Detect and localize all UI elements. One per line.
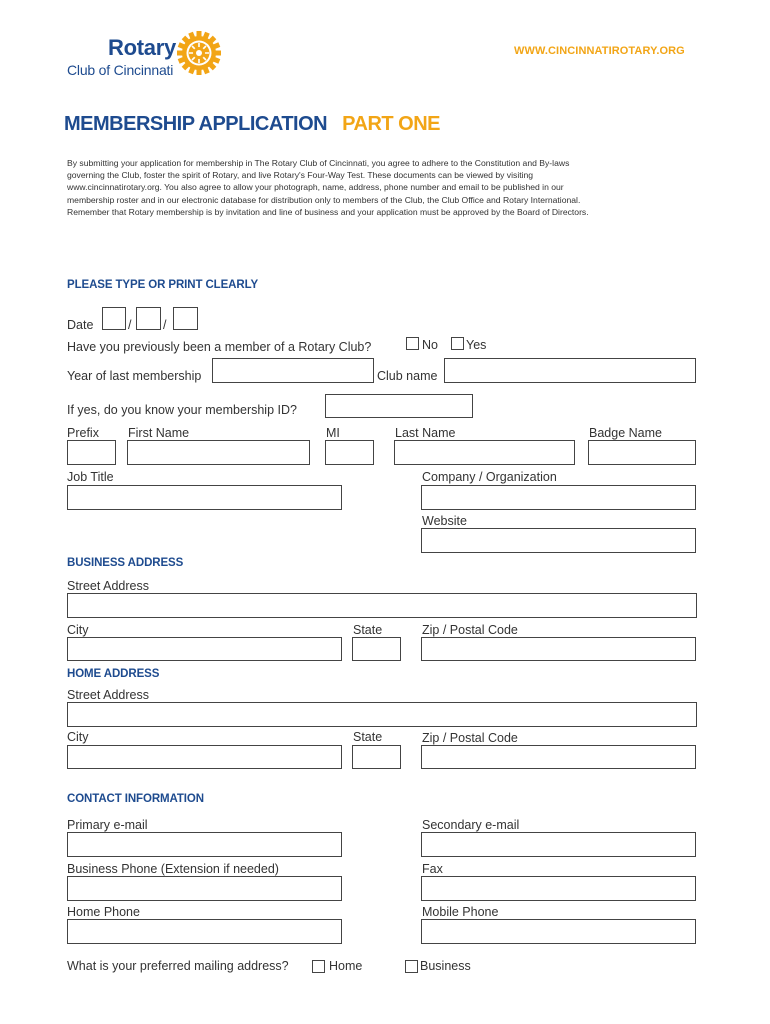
home-street-label: Street Address [67, 688, 149, 702]
title-main: MEMBERSHIP APPLICATION [64, 113, 328, 135]
mailing-business-label: Business [420, 959, 471, 973]
page-title [64, 113, 440, 136]
no-label: No [422, 338, 438, 352]
membership-id-input[interactable] [325, 394, 473, 418]
home-city-label: City [67, 730, 89, 744]
intro-paragraph [67, 157, 707, 218]
date-separator: / [163, 318, 167, 332]
prev-member-question: Have you previously been a member of a Rotary Club? [67, 340, 372, 354]
club-name-input[interactable] [444, 358, 696, 383]
section-contact-info: CONTACT INFORMATION [67, 793, 204, 805]
date-separator: / [128, 318, 132, 332]
prev-member-no-checkbox[interactable] [406, 337, 419, 350]
mailing-home-checkbox[interactable] [312, 960, 325, 973]
business-zip-input[interactable] [421, 637, 696, 661]
preferred-mailing-question: What is your preferred mailing address? [67, 959, 289, 973]
website-label: Website [422, 514, 467, 528]
job-title-input[interactable] [67, 485, 342, 510]
last-name-label: Last Name [395, 426, 456, 440]
business-state-input[interactable] [352, 637, 401, 661]
mobile-phone-input[interactable] [421, 919, 696, 944]
date-year-input[interactable] [173, 307, 198, 330]
membership-id-question: If yes, do you know your membership ID? [67, 403, 297, 417]
business-phone-label: Business Phone (Extension if needed) [67, 862, 279, 876]
home-state-input[interactable] [352, 745, 401, 769]
date-label: Date [67, 318, 94, 332]
business-city-input[interactable] [67, 637, 342, 661]
website-link[interactable]: WWW.CINCINNATIROTARY.ORG [514, 45, 685, 57]
intro-line: membership roster and in our electronic database for distribution only to members of the Club, the Club Office and Rotary International. [67, 194, 581, 205]
secondary-email-label: Secondary e-mail [422, 818, 520, 832]
company-input[interactable] [421, 485, 696, 510]
intro-line: By submitting your application for membership in The Rotary Club of Cincinnati, you agree to adhere to the Constitution and By-laws [67, 158, 570, 168]
primary-email-label: Primary e-mail [67, 818, 148, 832]
title-part: PART ONE [342, 113, 441, 135]
first-name-input[interactable] [127, 440, 310, 465]
mi-label: MI [326, 426, 340, 440]
rotary-wheel-icon [176, 30, 222, 76]
badge-name-label: Badge Name [589, 426, 662, 440]
home-zip-label: Zip / Postal Code [422, 731, 518, 745]
section-business-address: BUSINESS ADDRESS [67, 557, 184, 569]
fax-input[interactable] [421, 876, 696, 901]
secondary-email-input[interactable] [421, 832, 696, 857]
website-input[interactable] [421, 528, 696, 553]
prefix-input[interactable] [67, 440, 116, 465]
first-name-label: First Name [128, 426, 190, 440]
last-name-input[interactable] [394, 440, 575, 465]
date-day-input[interactable] [136, 307, 161, 330]
mailing-business-checkbox[interactable] [405, 960, 418, 973]
job-title-label: Job Title [67, 470, 114, 484]
prev-member-yes-checkbox[interactable] [451, 337, 464, 350]
home-phone-input[interactable] [67, 919, 342, 944]
home-city-input[interactable] [67, 745, 342, 769]
rotary-logo [67, 30, 227, 80]
yes-label: Yes [466, 338, 487, 352]
prefix-label: Prefix [67, 426, 99, 440]
intro-line: www.cincinnatirotary.org. You also agree to allow your photograph, name, address, phone number and email to be published in our [67, 182, 564, 193]
date-month-input[interactable] [102, 307, 126, 330]
mi-input[interactable] [325, 440, 374, 465]
logo-subtitle: Club of Cincinnati [67, 62, 174, 78]
intro-line: Remember that Rotary membership is by invitation and line of business and your application must be approved by the Board of Directors. [67, 206, 589, 217]
business-street-input[interactable] [67, 593, 697, 618]
business-zip-label: Zip / Postal Code [422, 623, 518, 637]
home-street-input[interactable] [67, 702, 697, 727]
business-street-label: Street Address [67, 579, 149, 593]
club-name-label: Club name [377, 369, 438, 383]
primary-email-input[interactable] [67, 832, 342, 857]
mailing-home-label: Home [329, 959, 363, 973]
home-state-label: State [353, 730, 383, 744]
section-home-address: HOME ADDRESS [67, 668, 160, 680]
business-city-label: City [67, 623, 89, 637]
logo-wordmark: Rotary [108, 35, 176, 60]
company-label: Company / Organization [422, 470, 557, 484]
business-phone-input[interactable] [67, 876, 342, 901]
fax-label: Fax [422, 862, 443, 876]
mobile-phone-label: Mobile Phone [422, 905, 499, 919]
year-last-membership-input[interactable] [212, 358, 374, 383]
section-print-clearly: PLEASE TYPE OR PRINT CLEARLY [67, 279, 259, 291]
intro-line: governing the Club, foster the spirit of Rotary, and live Rotary's Four-Way Test. These documents can be viewed by visiting [67, 170, 534, 181]
business-state-label: State [353, 623, 383, 637]
year-last-membership-label: Year of last membership [67, 369, 202, 383]
home-phone-label: Home Phone [67, 905, 140, 919]
badge-name-input[interactable] [588, 440, 696, 465]
home-zip-input[interactable] [421, 745, 696, 769]
